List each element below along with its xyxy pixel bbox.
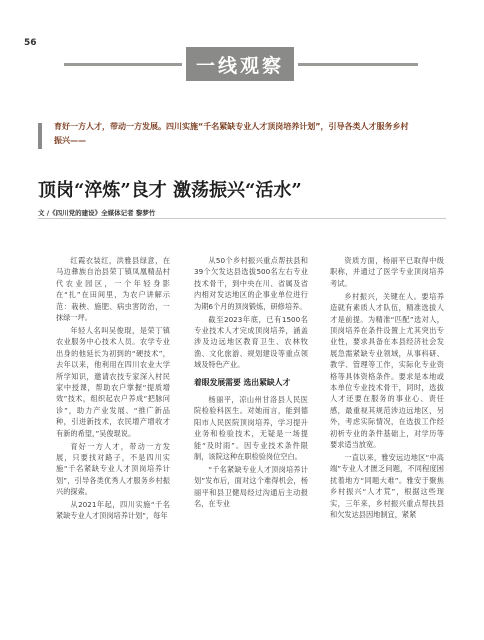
lead-paragraph: 育好一方人才，带动一方发展。四川实施“千名紧缺专业人才顶岗培养计划”，引导各类人才服务乡村振兴—— xyxy=(54,122,409,145)
text-column-3 xyxy=(330,255,444,522)
paragraph: 红霞衣装红，洪雅县绿意，在马边彝族自治县荣丁镇凤凰精品村代农业园区，一个年轻身影在“扎”在田间里，为农户讲解示范：栽秧、施肥、病虫害防治，一抹绿一坪。 xyxy=(56,256,170,323)
paragraph: 从50个乡村振兴重点帮扶县和39个欠发达县选拔500名左右专业技术骨干，到中央在川、省属及省内相对发达地区的企事业单位进行为期6个月的顶岗锻炼，研修培养。 xyxy=(194,256,308,311)
text-column-1 xyxy=(56,255,170,523)
section-rule-right xyxy=(298,63,418,66)
paragraph: 杨丽平，凉山州甘洛县人民医院检验科医生。对她而言，能到德阳市人民医院顶岗培养，学习提升业务和检验技术，无疑是一场提能“及时雨”。因专业技术条件限制，该院这种在职检验岗位空白。 xyxy=(194,394,308,461)
header-divider xyxy=(38,218,446,219)
paragraph: “千名紧缺专业人才顶岗培养计划”发布后，面对这个难得机会，杨丽平和县卫健局经过沟通后主动报名，在专业 xyxy=(194,464,308,509)
paragraph: 一直以来，雅安远边地区“中高端”专业人才匮乏问题，不同程度困扰着地方“同题大难”。雅安于聚焦乡村振兴“人才荒”，根据这些现实，三年来，乡村振兴重点帮扶县和欠发达县因地制宜，紧紧 xyxy=(330,452,444,519)
paragraph: 从2021年起，四川实施“千名紧缺专业人才顶岗培养计划”，每年 xyxy=(56,500,170,521)
section-rule-left xyxy=(64,63,182,66)
paragraph: 年轻人名叫吴俊琨，是荣丁镇农业服务中心技术人员。农学专业出身的他延长为初到的“硬技术”，去年以来，他利用在四川农业大学所学知识，邀请农技专家深入村民家中授课，帮助农户掌握“提质增效”技术，组织起农户养成“把脉问诊”，助力产业发展、“推广新品种，引进新技术，农民增产增收才有新的希望，”吴俊琨说。 xyxy=(56,325,170,438)
text-column-2 xyxy=(194,255,308,511)
section-title: 一线观察 xyxy=(195,54,284,77)
section-heading: 着眼发展需要 选出紧缺人才 xyxy=(194,377,291,387)
article-byline: 文 /《四川党的建设》全媒体记者 黎梦竹 xyxy=(38,209,156,217)
paragraph: 截至2023年底，已有1500名专业技术人才完成顶岗培养，涵盖涉及边远地区教育卫生、农林牧渔、文化旅游、规划建设等重点领域及特色产业。 xyxy=(194,314,308,370)
lead-accent-bar xyxy=(38,123,42,149)
article-headline: 顶岗“淬炼”良才 激荡振兴“活水” xyxy=(38,180,302,201)
paragraph: 资质方面，杨丽平已取得中级职称，并通过了医学专业顶岗培养考试。 xyxy=(330,256,444,288)
paragraph: 育好一方人才，带动一方发展，只要找对路子，不是四川实施“千名紧缺专业人才顶岗培养计划”，引导各类优秀人才服务乡村振兴的探索。 xyxy=(56,441,170,497)
paragraph: 乡村振兴，关键在人。要培养造就有素质人才队伍，精准选拔人才是前提。为精准“匹配”选对人，顶岗培养在条件设置上尤其突出专业性，要求具备在本县经济社会发展急需紧缺专业领域，从事科研、教学、管理等工作，实际化专业资格等具体资格条件。要求是本地或本单位专业技术骨干，同时，选拔人才还要在服务的事业心、责任感，最重视其规范涉边远地区，另外，考虑实际情况，在选拔工作经初析专业的条件基础上，对学历等要求适当放宽。 xyxy=(330,291,444,449)
page-number: 56 xyxy=(24,38,37,48)
